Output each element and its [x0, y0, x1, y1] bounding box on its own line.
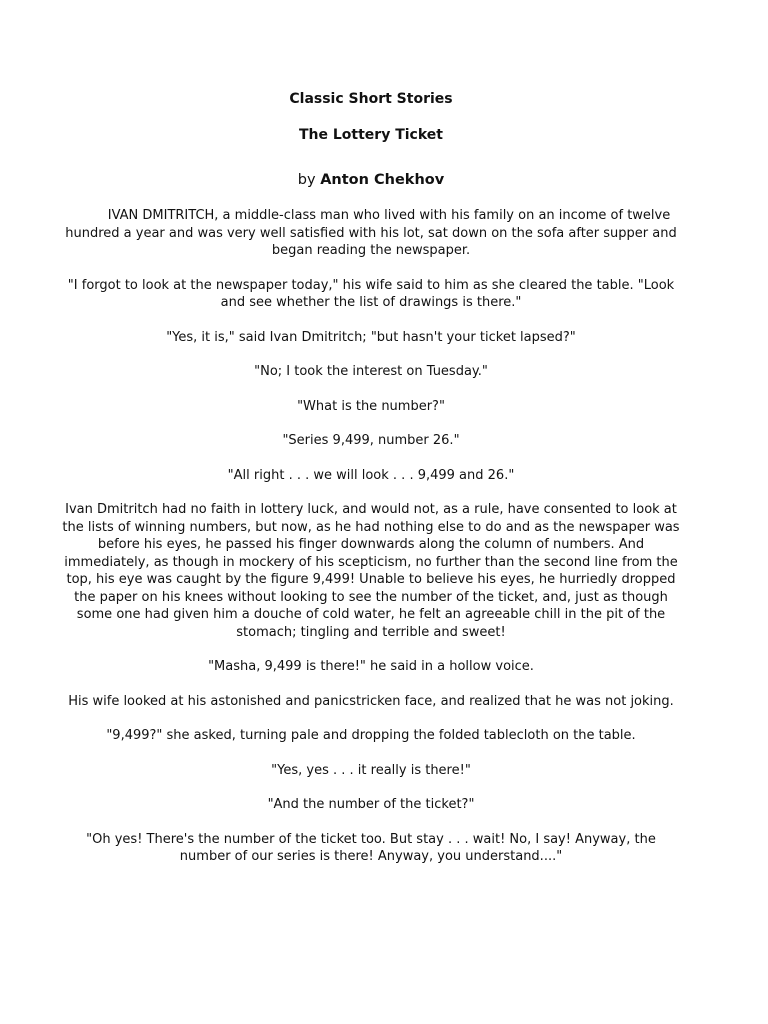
paragraph: "Masha, 9,499 is there!" he said in a hollow voice.: [208, 659, 534, 674]
paragraph: "Oh yes! There's the number of the ticket too. But stay . . . wait! No, I say! Anyway, the number of our series is there! Anyway, you understand....": [86, 831, 656, 864]
paragraph: "All right . . . we will look . . . 9,499 and 26.": [227, 467, 515, 483]
paragraph: "What is the number?": [297, 398, 445, 414]
paragraph: "No; I took the interest on Tuesday.": [254, 364, 488, 379]
paragraph: "Yes, it is," said Ivan Dmitritch; "but hasn't your ticket lapsed?": [166, 329, 576, 345]
byline: [62, 170, 680, 190]
paragraph: "Series 9,499, number 26.": [282, 433, 460, 448]
paragraph: IVAN DMITRITCH, a middle-class man who lived with his family on an income of twelve hundred a year and was very well satisfied with his lot, sat down on the sofa after supper and began reading the newspaper.: [65, 208, 677, 258]
paragraph: His wife looked at his astonished and panicstricken face, and realized that he was not joking.: [68, 693, 674, 709]
paragraph: Ivan Dmitritch had no faith in lottery luck, and would not, as a rule, have consented to look at the lists of winning numbers, but now, as he had nothing else to do and as the newspaper was before his eyes, he passed his finger downwards along the column of numbers. And immediately, as though in mockery of his scepticism, no further than the second line from the top, his eye was caught by the figure 9,499! Unable to believe his eyes, he hurriedly dropped the paper on his knees without looking to see the number of the ticket, and, just as though some one had given him a douche of cold water, he felt an agreeable chill in the pit of the stomach; tingling and terrible and sweet!: [62, 502, 680, 640]
story-title: The Lottery Ticket: [299, 127, 443, 143]
paragraph: "9,499?" she asked, turning pale and dropping the folded tablecloth on the table.: [106, 728, 636, 743]
paragraph: "Yes, yes . . . it really is there!": [271, 762, 471, 778]
byline-prefix: by: [297, 172, 316, 188]
document-body: [62, 90, 680, 883]
author-name: Anton Chekhov: [320, 172, 445, 188]
paragraph: "And the number of the ticket?": [267, 797, 475, 812]
series-title: Classic Short Stories: [289, 91, 453, 107]
paragraph: "I forgot to look at the newspaper today," his wife said to him as she cleared the table. "Look and see whether the list of drawings is there.": [67, 277, 675, 310]
